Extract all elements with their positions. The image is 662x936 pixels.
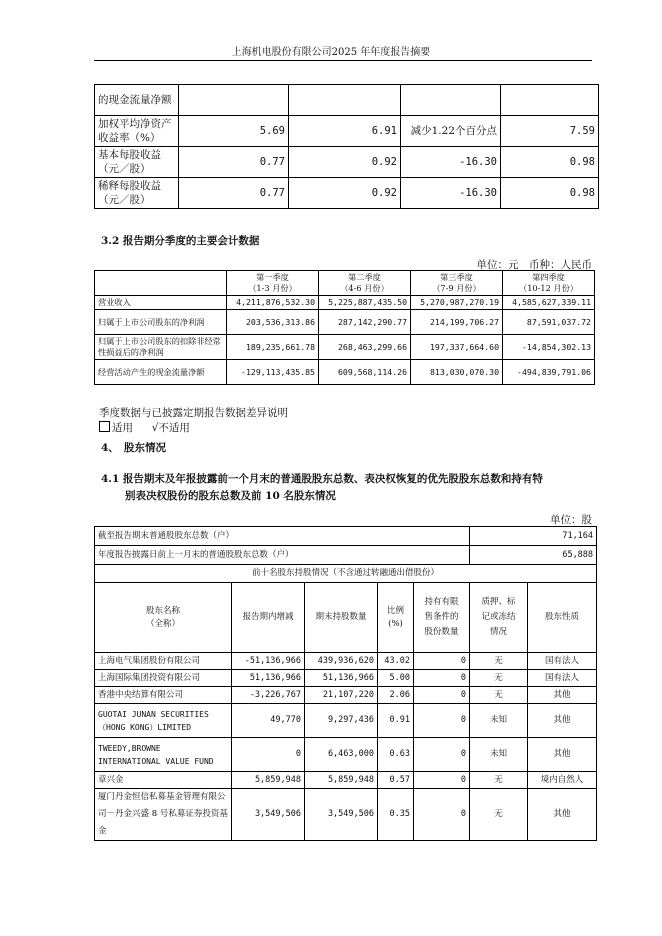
quarterly-data-table bbox=[94, 270, 595, 385]
option-applicable: 适用 bbox=[112, 422, 133, 434]
table-header-row bbox=[95, 583, 597, 653]
cell-nature: 其他 bbox=[528, 789, 597, 841]
cell-value: -16.30 bbox=[401, 147, 501, 178]
column-header: 期末持股数量 bbox=[305, 583, 378, 653]
cell-value: 7.59 bbox=[501, 116, 599, 147]
cell-restricted: 0 bbox=[414, 789, 470, 841]
column-header: 报告期内增减 bbox=[232, 583, 305, 653]
cell-value: 5.69 bbox=[179, 116, 289, 147]
cell-nature: 国有法人 bbox=[528, 653, 597, 670]
cell-value: -14,854,302.13 bbox=[503, 335, 595, 360]
cell-change: 3,549,506 bbox=[232, 789, 305, 841]
column-header: 股东性质 bbox=[528, 583, 597, 653]
header-divider bbox=[94, 60, 592, 61]
column-header-period: （4-6 月份） bbox=[340, 283, 389, 293]
table-header-row bbox=[95, 271, 595, 296]
table-row bbox=[95, 653, 597, 670]
shareholder-name: TWEEDY,BROWNE INTERNATIONAL VALUE FUND bbox=[95, 738, 232, 772]
section-4-1-heading-line2: 别表决权股份的股东总数及前 10 名股东情况 bbox=[125, 490, 336, 502]
cell-value: 4,211,876,532.30 bbox=[227, 296, 319, 310]
cell-value: 4,585,627,339.11 bbox=[503, 296, 595, 310]
cell-change: 0 bbox=[232, 738, 305, 772]
column-header bbox=[227, 271, 319, 296]
cell-pledge: 无 bbox=[470, 687, 528, 704]
row-label: 归属于上市公司股东的净利润 bbox=[95, 310, 227, 335]
row-label: 加权平均净资产收益率（%） bbox=[95, 116, 179, 147]
summary-label: 年度报告披露日前上一月末的普通股股东总数（户） bbox=[95, 546, 470, 565]
column-header-title: 第一季度 bbox=[256, 272, 289, 282]
row-label: 归属于上市公司股东的扣除非经常性损益后的净利润 bbox=[95, 335, 227, 360]
cell-value: -16.30 bbox=[401, 178, 501, 209]
column-header-title: 第二季度 bbox=[348, 272, 381, 282]
cell-qty: 9,297,436 bbox=[305, 704, 378, 738]
cell-ratio: 5.00 bbox=[378, 670, 414, 687]
cell-value: 609,568,114.26 bbox=[319, 360, 411, 385]
unit-shares-label: 单位：股 bbox=[550, 514, 592, 526]
column-header-period: （10-12 月份） bbox=[519, 283, 578, 293]
row-label: 稀释每股收益（元／股） bbox=[95, 178, 179, 209]
shareholders-table bbox=[94, 526, 597, 841]
summary-label: 截至报告期末普通股股东总数（户） bbox=[95, 527, 470, 546]
cell-nature: 国有法人 bbox=[528, 670, 597, 687]
row-label: 经营活动产生的现金流量净额 bbox=[95, 360, 227, 385]
column-header bbox=[414, 583, 470, 653]
cell-value bbox=[401, 85, 501, 116]
applicability-options bbox=[99, 420, 190, 435]
option-not-applicable: √不适用 bbox=[151, 422, 190, 434]
row-label: 的现金流量净额 bbox=[95, 85, 179, 116]
column-header-text: 持有有限 bbox=[424, 597, 459, 607]
cell-pledge: 未知 bbox=[470, 704, 528, 738]
cell-value: 0.98 bbox=[501, 147, 599, 178]
table-row bbox=[95, 738, 597, 772]
cell-restricted: 0 bbox=[414, 704, 470, 738]
table-row bbox=[95, 772, 597, 789]
summary-row bbox=[95, 527, 597, 546]
cell-qty: 6,463,000 bbox=[305, 738, 378, 772]
cell-pledge: 无 bbox=[470, 653, 528, 670]
table-row bbox=[95, 310, 595, 335]
cell-value: 197,337,664.60 bbox=[411, 335, 503, 360]
cell-change: -51,136,966 bbox=[232, 653, 305, 670]
table-row bbox=[95, 687, 597, 704]
cell-nature: 其他 bbox=[528, 738, 597, 772]
checkbox-applicable bbox=[99, 421, 110, 432]
cell-nature: 其他 bbox=[528, 704, 597, 738]
shareholder-name: 上海国际集团投资有限公司 bbox=[95, 670, 232, 687]
page-header-title: 上海机电股份有限公司2025 年年度报告摘要 bbox=[231, 47, 431, 58]
subheader-row bbox=[95, 565, 597, 583]
cell-value: 287,142,290.77 bbox=[319, 310, 411, 335]
cell-value: 214,199,706.27 bbox=[411, 310, 503, 335]
shareholder-name: 上海电气集团股份有限公司 bbox=[95, 653, 232, 670]
cell-pledge: 无 bbox=[470, 789, 528, 841]
column-header-text: 质押、标 bbox=[481, 597, 516, 607]
row-label: 基本每股收益（元／股） bbox=[95, 147, 179, 178]
cell-change: 51,136,966 bbox=[232, 670, 305, 687]
cell-value: 5,225,887,435.50 bbox=[319, 296, 411, 310]
cell-value: 6.91 bbox=[289, 116, 401, 147]
column-header-title: 第四季度 bbox=[532, 272, 565, 282]
table-row bbox=[95, 704, 597, 738]
cell-restricted: 0 bbox=[414, 670, 470, 687]
column-header bbox=[503, 271, 595, 296]
cell-ratio: 0.35 bbox=[378, 789, 414, 841]
column-header-text: 股份数量 bbox=[424, 627, 459, 637]
cell-restricted: 0 bbox=[414, 772, 470, 789]
unit-currency-label: 单位：元 币种：人民币 bbox=[476, 259, 592, 271]
cell-restricted: 0 bbox=[414, 687, 470, 704]
summary-value: 65,888 bbox=[470, 546, 597, 565]
table-row bbox=[95, 147, 599, 178]
cell-value: 268,463,299.66 bbox=[319, 335, 411, 360]
cell-value: 87,591,037.72 bbox=[503, 310, 595, 335]
cell-value: 0.98 bbox=[501, 178, 599, 209]
financial-indicators-table bbox=[94, 84, 599, 209]
cell-change: 49,770 bbox=[232, 704, 305, 738]
summary-row bbox=[95, 546, 597, 565]
table-row bbox=[95, 670, 597, 687]
column-header bbox=[95, 583, 232, 653]
section-3-2-heading: 3.2 报告期分季度的主要会计数据 bbox=[101, 235, 260, 247]
column-header-text: 比例 bbox=[386, 605, 404, 616]
column-header-text: 股东名称 bbox=[145, 605, 180, 616]
cell-value bbox=[289, 85, 401, 116]
cell-qty: 21,107,220 bbox=[305, 687, 378, 704]
table-row bbox=[95, 360, 595, 385]
cell-value: 0.92 bbox=[289, 178, 401, 209]
cell-ratio: 0.91 bbox=[378, 704, 414, 738]
column-header bbox=[411, 271, 503, 296]
column-header-period: （1-3 月份） bbox=[248, 283, 297, 293]
summary-value: 71,164 bbox=[470, 527, 597, 546]
column-header bbox=[319, 271, 411, 296]
cell-value: 189,235,661.78 bbox=[227, 335, 319, 360]
cell-value: -494,839,791.06 bbox=[503, 360, 595, 385]
cell-qty: 5,859,948 bbox=[305, 772, 378, 789]
cell-qty: 439,936,620 bbox=[305, 653, 378, 670]
header-empty-cell bbox=[95, 271, 227, 296]
section-4-heading: 4、 股东情况 bbox=[101, 442, 167, 454]
cell-qty: 3,549,506 bbox=[305, 789, 378, 841]
cell-nature: 境内自然人 bbox=[528, 772, 597, 789]
cell-nature: 其他 bbox=[528, 687, 597, 704]
cell-pledge: 无 bbox=[470, 772, 528, 789]
cell-value: 5,270,987,270.19 bbox=[411, 296, 503, 310]
cell-pledge: 未知 bbox=[470, 738, 528, 772]
cell-value: 0.77 bbox=[179, 147, 289, 178]
column-header-title: 第三季度 bbox=[440, 272, 473, 282]
cell-pledge: 无 bbox=[470, 670, 528, 687]
column-header-period: （7-9 月份） bbox=[432, 283, 481, 293]
cell-change: 5,859,948 bbox=[232, 772, 305, 789]
column-header-text: 记或冻结 bbox=[481, 612, 516, 622]
table-row bbox=[95, 335, 595, 360]
shareholder-name: 香港中央结算有限公司 bbox=[95, 687, 232, 704]
shareholder-name: 厦门丹金恒信私募基金管理有限公司－丹金兴盛 8 号私募证券投资基金 bbox=[95, 789, 232, 841]
column-header-text: (%) bbox=[388, 618, 403, 629]
section-4-1-heading-line1: 4.1 报告期末及年报披露前一个月末的普通股股东总数、表决权恢复的优先股股东总数和持有特 bbox=[101, 473, 543, 485]
cell-value: 减少1.22个百分点 bbox=[401, 116, 501, 147]
cell-ratio: 2.06 bbox=[378, 687, 414, 704]
cell-value bbox=[179, 85, 289, 116]
cell-change: -3,226,767 bbox=[232, 687, 305, 704]
table-row bbox=[95, 85, 599, 116]
cell-value: 0.77 bbox=[179, 178, 289, 209]
cell-ratio: 43.02 bbox=[378, 653, 414, 670]
column-header bbox=[378, 583, 414, 653]
row-label: 营业收入 bbox=[95, 296, 227, 310]
cell-restricted: 0 bbox=[414, 738, 470, 772]
column-header-text: （全称） bbox=[145, 618, 180, 629]
cell-qty: 51,136,966 bbox=[305, 670, 378, 687]
table-row bbox=[95, 789, 597, 841]
column-header bbox=[470, 583, 528, 653]
shareholder-name: 章兴金 bbox=[95, 772, 232, 789]
cell-value bbox=[501, 85, 599, 116]
table-row bbox=[95, 116, 599, 147]
cell-restricted: 0 bbox=[414, 653, 470, 670]
column-header-text: 售条件的 bbox=[424, 612, 459, 622]
cell-ratio: 0.57 bbox=[378, 772, 414, 789]
cell-value: -129,113,435.85 bbox=[227, 360, 319, 385]
quarterly-diff-note: 季度数据与已披露定期报告数据差异说明 bbox=[99, 407, 288, 419]
table-row bbox=[95, 178, 599, 209]
cell-value: 203,536,313.86 bbox=[227, 310, 319, 335]
table-row bbox=[95, 296, 595, 310]
cell-ratio: 0.63 bbox=[378, 738, 414, 772]
cell-value: 813,030,070.30 bbox=[411, 360, 503, 385]
cell-value: 0.92 bbox=[289, 147, 401, 178]
top10-subheader: 前十名股东持股情况（不含通过转融通出借股份） bbox=[95, 565, 597, 583]
shareholder-name: GUOTAI JUNAN SECURITIES（HONG KONG）LIMITED bbox=[95, 704, 232, 738]
column-header-text: 情况 bbox=[490, 627, 508, 637]
